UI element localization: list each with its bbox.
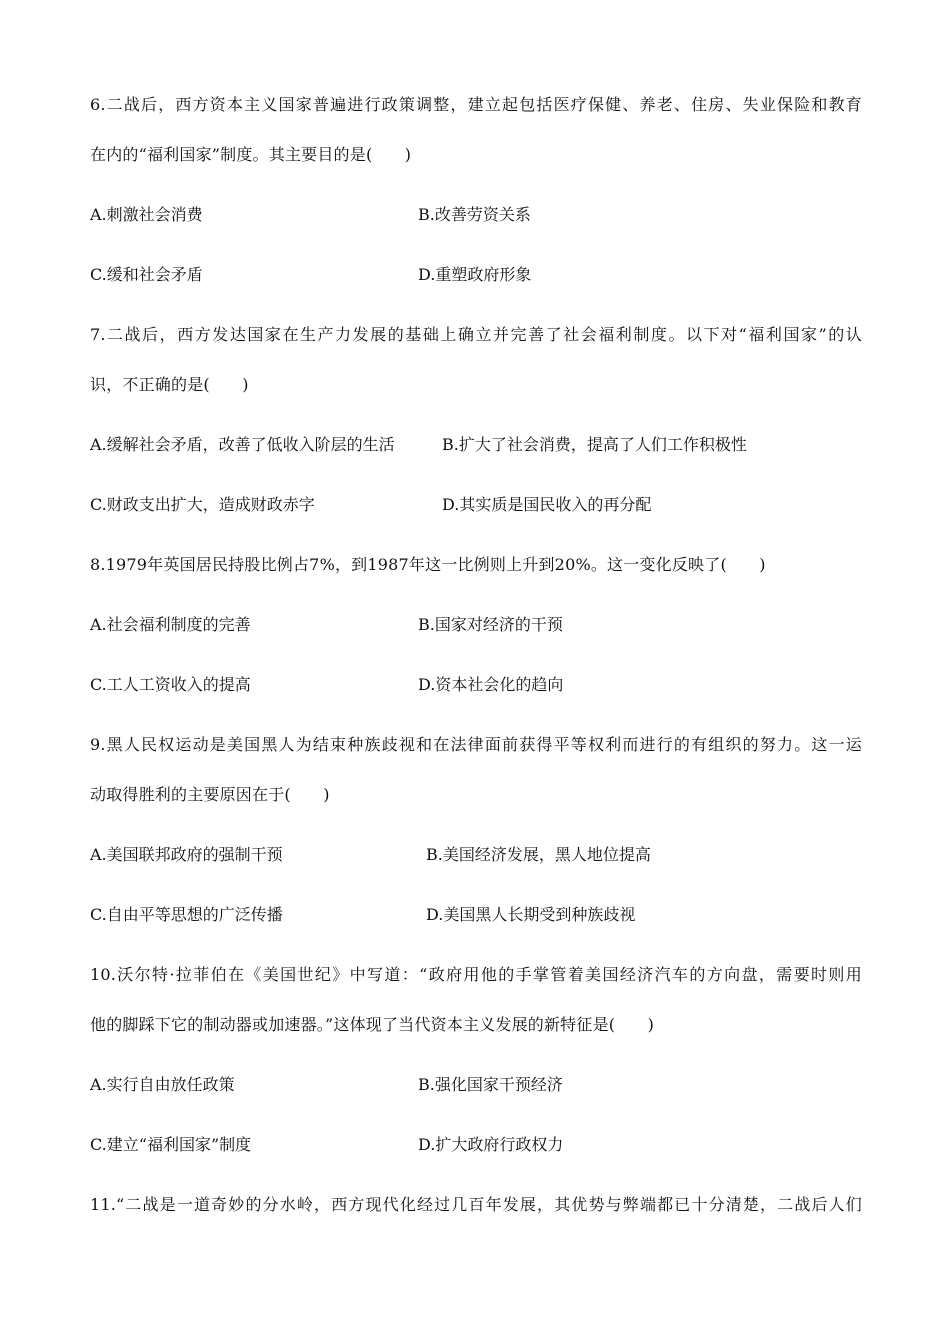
question-9-stem-line-1: 9.黑人民权运动是美国黑人为结束种族歧视和在法律面前获得平等权利而进行的有组织的努力。这一运: [90, 735, 862, 754]
question-9-option-d: D.美国黑人长期受到种族歧视: [426, 905, 636, 924]
question-6-stem-line-1: 6.二战后，西方资本主义国家普遍进行政策调整，建立起包括医疗保健、养老、住房、失业保险和教育: [90, 95, 862, 114]
question-6-option-b: B.改善劳资关系: [418, 205, 531, 224]
question-8-option-c: C.工人工资收入的提高: [90, 675, 251, 694]
question-10-option-d: D.扩大政府行政权力: [418, 1135, 564, 1154]
question-6-option-c: C.缓和社会矛盾: [90, 265, 203, 284]
question-6-stem-line-2: 在内的“福利国家”制度。其主要目的是( ): [90, 145, 412, 164]
question-7-stem-line-2: 识，不正确的是( ): [90, 375, 249, 394]
question-9-stem-line-2: 动取得胜利的主要原因在于( ): [90, 785, 330, 804]
question-10-option-b: B.强化国家干预经济: [418, 1075, 563, 1094]
question-7-stem-line-1: 7.二战后，西方发达国家在生产力发展的基础上确立并完善了社会福利制度。以下对“福利国家”的认: [90, 325, 862, 344]
question-9-option-c: C.自由平等思想的广泛传播: [90, 905, 283, 924]
question-11-stem-line-1: 11.“二战是一道奇妙的分水岭，西方现代化经过几百年发展，其优势与弊端都已十分清楚，二战后人们: [90, 1195, 862, 1214]
question-8-option-a: A.社会福利制度的完善: [90, 615, 251, 634]
question-10-stem-line-1: 10.沃尔特·拉菲伯在《美国世纪》中写道：“政府用他的手掌管着美国经济汽车的方向盘，需要时则用: [90, 965, 862, 984]
question-6-option-d: D.重塑政府形象: [418, 265, 532, 284]
question-7-option-c: C.财政支出扩大，造成财政赤字: [90, 495, 315, 514]
question-10-option-c: C.建立“福利国家”制度: [90, 1135, 252, 1154]
question-7-option-b: B.扩大了社会消费，提高了人们工作积极性: [442, 435, 747, 454]
question-7-option-d: D.其实质是国民收入的再分配: [442, 495, 652, 514]
question-8-option-d: D.资本社会化的趋向: [418, 675, 564, 694]
question-9-option-b: B.美国经济发展，黑人地位提高: [426, 845, 651, 864]
question-8-stem-line-1: 8.1979年英国居民持股比例占7%，到1987年这一比例则上升到20%。这一变化反映了( ): [90, 555, 766, 574]
question-10-option-a: A.实行自由放任政策: [90, 1075, 235, 1094]
question-8-option-b: B.国家对经济的干预: [418, 615, 563, 634]
question-7-option-a: A.缓解社会矛盾，改善了低收入阶层的生活: [90, 435, 395, 454]
question-10-stem-line-2: 他的脚踩下它的制动器或加速器。”这体现了当代资本主义发展的新特征是( ): [90, 1015, 655, 1034]
question-9-option-a: A.美国联邦政府的强制干预: [90, 845, 283, 864]
question-6-option-a: A.刺激社会消费: [90, 205, 203, 224]
